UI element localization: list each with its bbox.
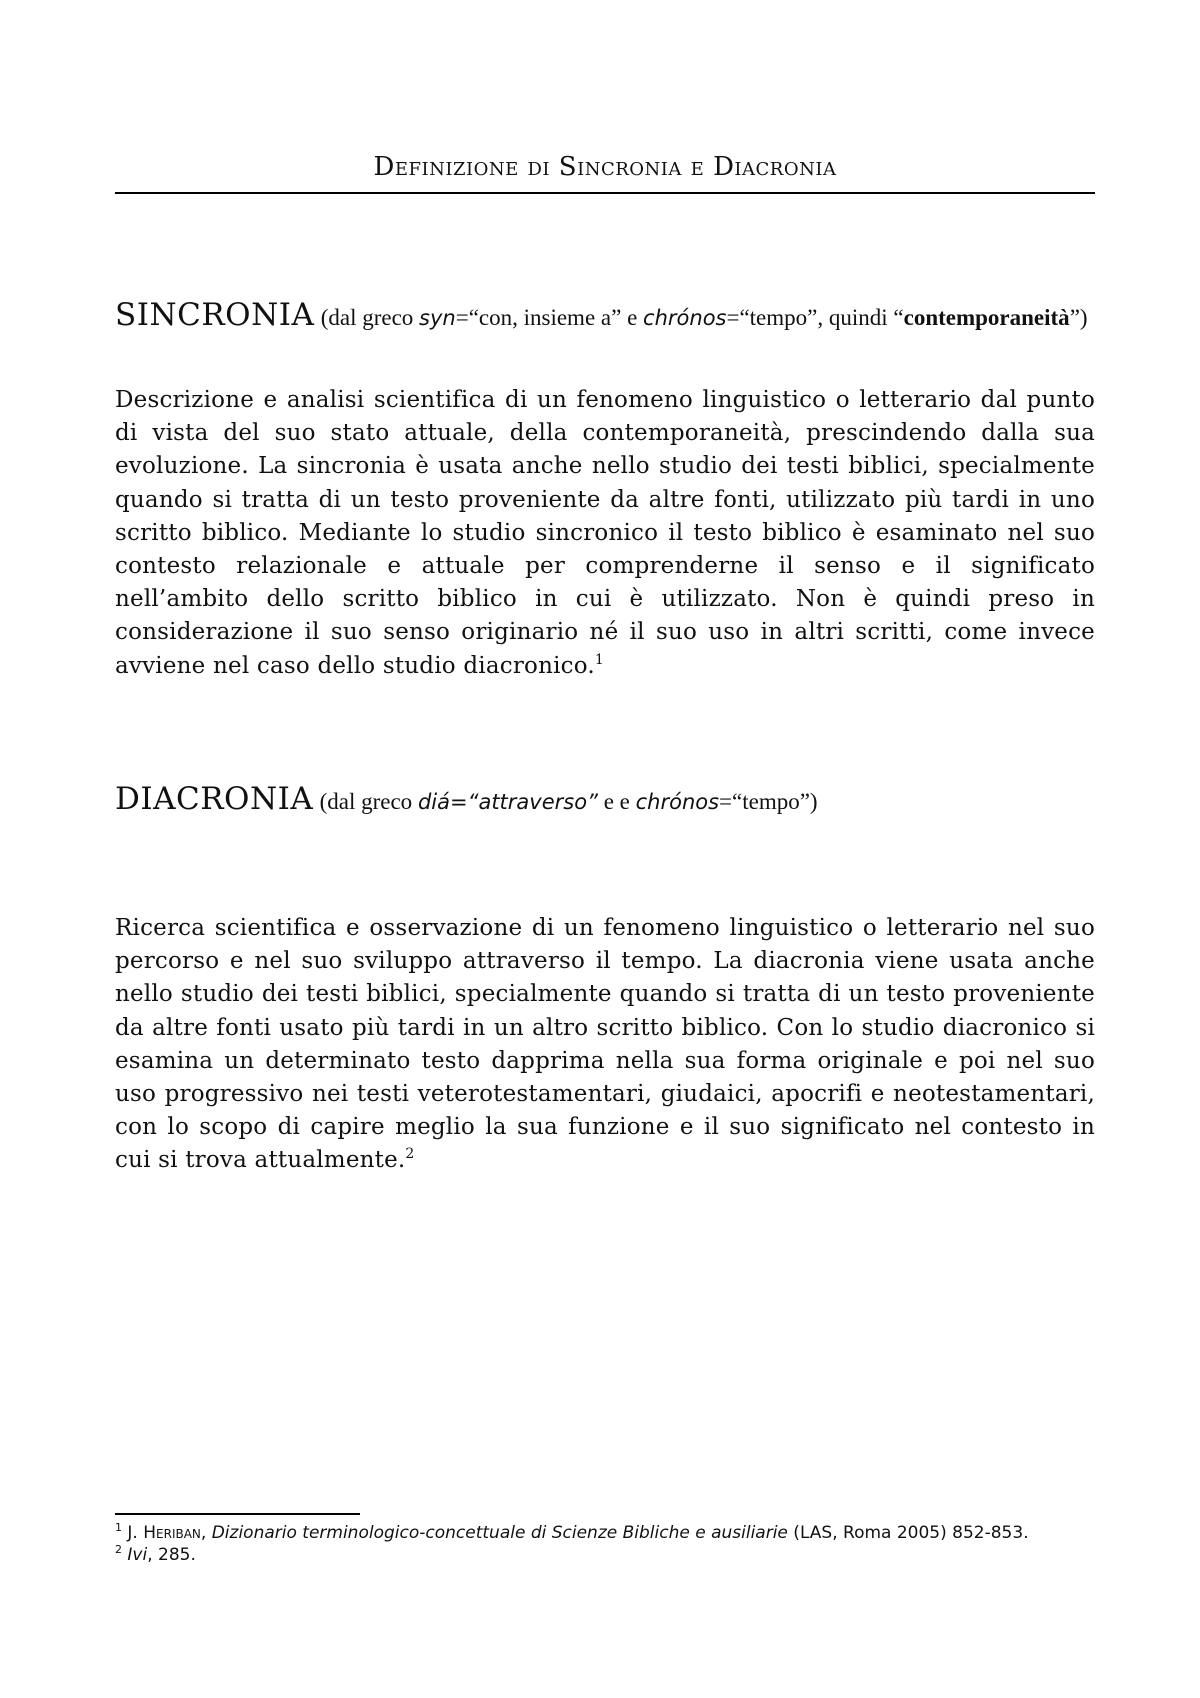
page-title: Definizione di Sincronia e Diacronia <box>115 146 1095 194</box>
sincronia-body: Descrizione e analisi scientifica di un fenomeno linguistico o letterario dal punto di vista del suo stato attuale, della contemporaneità, prescindendo dalla sua evoluzione. La sincronia è usata anche nello studio dei testi biblici, specialmente quando si tratta di un testo proveniente da altre fonti, utilizzato più tardi in uno scritto biblico. Mediante lo studio sincronico il testo biblico è esaminato nel suo contesto relazionale e attuale per comprenderne il senso e il significato nell’ambito dello scritto biblico in cui è utilizzato. Non è quindi preso in considerazione il suo senso originario né il suo uso in altri scritti, come invece avviene nel caso dello studio diacronico. <box>115 387 1095 679</box>
citation-details: , 285. <box>147 1545 196 1565</box>
sincronia-paragraph <box>115 384 1095 683</box>
diacronia-paragraph <box>115 912 1095 1178</box>
ibid-reference: Ivi <box>127 1545 148 1565</box>
footnotes <box>115 1522 1095 1566</box>
diacronia-term: DIACRONIA <box>115 781 314 817</box>
footnote-ref-1[interactable]: 1 <box>594 651 604 668</box>
etym-text: =“tempo”, quindi “ <box>726 305 904 330</box>
author-name: Heriban <box>143 1523 201 1543</box>
footnote-2 <box>115 1544 1095 1566</box>
etym-text: e e <box>597 789 636 814</box>
footnote-1 <box>115 1522 1095 1544</box>
greek-word: diá=“attraverso” <box>417 790 598 814</box>
sincronia-term: SINCRONIA <box>115 297 315 333</box>
greek-word: chrónos <box>635 790 720 814</box>
diacronia-etymology <box>320 789 818 814</box>
etym-close: ”) <box>1069 305 1088 330</box>
etym-text: =“con, insieme a” e <box>455 305 644 330</box>
title-block <box>115 146 1095 194</box>
footnote-separator <box>115 1513 360 1515</box>
etym-text: =“tempo”) <box>719 789 818 814</box>
greek-word: chrónos <box>643 306 727 330</box>
separator: , <box>200 1523 212 1543</box>
book-title: Dizionario terminologico-concettuale di Scienze Bibliche e ausiliarie <box>211 1523 788 1543</box>
sincronia-heading <box>115 298 1095 335</box>
etym-open: (dal greco <box>319 789 418 814</box>
sincronia-etymology <box>321 305 1088 330</box>
etym-open: (dal greco <box>320 305 420 330</box>
footnote-ref-2[interactable]: 2 <box>405 1146 415 1163</box>
footnote-number: 1 <box>115 1521 122 1534</box>
greek-word: syn <box>419 306 456 330</box>
footnote-number: 2 <box>115 1543 122 1556</box>
diacronia-body: Ricerca scientifica e osservazione di un fenomeno linguistico o letterario nel suo percorso e nel suo sviluppo attraverso il tempo. La diacronia viene usata anche nello studio dei testi biblici, specialmente quando si tratta di un testo proveniente da altre fonti usato più tardi in un altro scritto biblico. Con lo studio diacronico si esamina un determinato testo dapprima nella sua forma originale e poi nel suo uso progressivo nei testi veterotestamentari, giudaici, apocrifi e neotestamentari, con lo scopo di capire meglio la sua funzione e il suo significato nel contesto in cui si trova attualmente. <box>115 915 1095 1174</box>
diacronia-heading <box>115 782 1095 819</box>
author-initial: J. <box>127 1523 144 1543</box>
gloss-term: contemporaneità <box>903 305 1070 330</box>
citation-details: (LAS, Roma 2005) 852-853. <box>787 1523 1029 1543</box>
